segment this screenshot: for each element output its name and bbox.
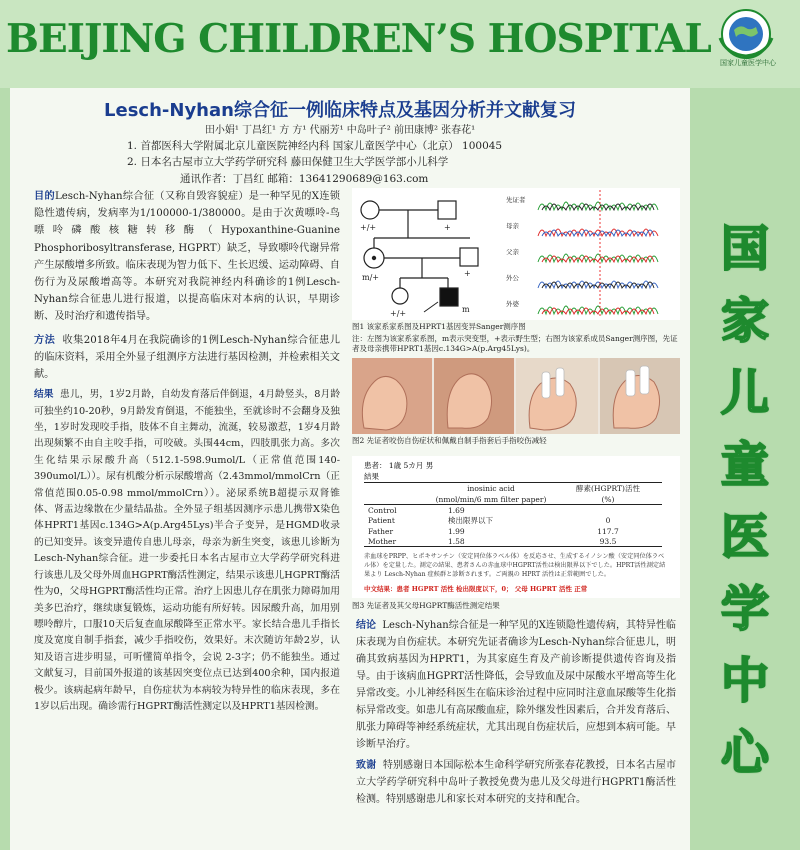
side-vertical-title — [690, 190, 800, 820]
table-row — [364, 515, 662, 526]
table-header-activity: 酵素(HGPRT)活性 — [576, 484, 640, 493]
table-header-activity-unit: (%) — [601, 494, 615, 504]
thanks-label: 致谢 — [356, 760, 377, 771]
results-label: 结果 — [34, 389, 54, 401]
table-row — [364, 526, 662, 536]
affiliation-2: 2. 日本名古屋市立大学药学研究科 藤田保健卫生大学医学部小儿科学 — [127, 156, 449, 168]
aim-paragraph — [34, 188, 340, 326]
aim-text: Lesch-Nyhan综合征（又称自毁容貌症）是一种罕见的X连锁隐性遗传病，发病率为1/100000-1/380000。是由于次黄嘌呤-鸟嘌呤磷酸核糖转移酶（Hypoxanthine-Guanine Phosphoribosyltransferase, HGPRT）缺乏，导致嘌呤代谢异常产生尿酸增多所致。临床表现为智力低下、生长迟缓、运动障碍、自伤行为及尿酸增高等。本研究对我院神经内科确诊的1例Lesch-Nyhan综合征患儿进行报道，以提高临床对本病的认识，早期诊断、及时治疗和遗传指导。 — [34, 191, 341, 323]
side-char: 学 — [720, 581, 769, 637]
sanger-label-mother: 母亲 — [506, 222, 519, 230]
figure-2-caption: 图2 先证者咬伤自伤症状和佩戴自制手指套后手指咬伤减轻 — [352, 436, 547, 445]
hand-photos — [352, 358, 680, 434]
pedigree-label-grandfather: + — [444, 223, 451, 232]
methods-label: 方法 — [34, 333, 56, 346]
pedigree-label-grandmother: +/+ — [360, 223, 377, 232]
side-char: 家 — [720, 293, 769, 349]
sanger-label-grandmother: 外婆 — [506, 300, 519, 308]
table-header-inosinic: inosinic acid — [467, 484, 515, 493]
row-name: Father — [368, 526, 394, 536]
thanks-paragraph — [356, 757, 676, 808]
authors: 田小娟¹ 丁昌红¹ 方 方¹ 代丽芳¹ 中岛叶子² 前田康博² 张春花¹ — [204, 125, 476, 136]
results-text: 患儿，男，1岁2月龄，自幼发育落后伴倒退，4月龄竖头，8月龄可独坐约10-20秒，9月龄发育倒退，不能独坐，至就诊时不会翻身及独坐，1岁时发现咬手指，肢体不自主舞动，流涎，较易激惹，1岁4月龄出现频繁不由自主咬手指，可咬破。头围44cm，四肢肌张力高。多次生化结果示尿酸升高（512.1-598.9umol/L（正常值范围140-390umol/L））。尿有机酸分析示尿酸增高（2.43mmol/mmolCrn（正常值范围0.05-0.98 mmol/mmolCrn））。泌尿系统B超提示双肾锥体、肾盂边缘散在少量结晶盐。全外显子组基因测序示患儿携带X染色体HPRT1基因c.134G>A(p.Arg45Lys)半合子变异，是HGMD收录的已知变异。该变异遗传自患儿母亲，母亲为新生突变，该患儿诊断为Lesch-Nyhan综合征。进一步委托日本名古屋市立大学药学研究科进行该患儿及父母外周血HGPRT酶活性测定，结果示该患儿HGPRT酶活性为0，父母HGPRT酶活性均正常。治疗上因患儿存在肌张力障碍加用美多巴治疗，继续康复锻炼，运动功能有所好转。因尿酸升高，加用别嘌呤醇片，口服10天后复查血尿酸降至正常水平。家长结合患儿手指长度及宽度自制手指套，减少手指咬伤，效果好。末次随访年龄2岁，认知及语言进步明显，可听懂简单指令，会说 2-3字；仍不能独坐。通过文献复习，目前国外报道的该基因突变位点已达到400余种，国内报道极少。该病起病年龄早，自伤症状为本病较为特异性的临床表现，多在1岁以后出现。确诊需行HGPRT酶活性测定以及HPRT1基因检测。 — [34, 389, 341, 712]
figure-3-note: 赤血球をPRPP、ヒポキサンチン（安定同位体ラベル体）を反応させ、生成するイノシン酸（安定同位体ラベル体）を定量した。測定の結果、患者さんの赤血球中HGPRT活性は検出限界以下でした。HPRT活性測定結果より Lesch-Nyhan 症候群と診断されます。ご両親の HPRT 活性は正常範囲でした。 — [364, 553, 666, 578]
row-activity: 0 — [605, 516, 611, 525]
figure-1-caption: 图1 该家系家系图及HPRT1基因变异Sanger测序图 — [352, 322, 526, 331]
side-char: 心 — [720, 725, 769, 781]
side-char: 童 — [720, 437, 769, 493]
sanger-label-grandfather: 外公 — [506, 274, 519, 282]
side-char: 儿 — [720, 365, 769, 421]
figure-3-patient-header: 患者： 1歳 5カ月 男 — [364, 461, 434, 470]
logo-text: 国家儿童医学中心 — [720, 59, 776, 67]
pedigree-label-mother: m/+ — [362, 273, 379, 282]
figure-2 — [352, 358, 680, 434]
left-column — [34, 188, 340, 715]
hospital-banner-title: BEIJING CHILDREN’S HOSPITAL — [6, 16, 711, 62]
right-column-text — [356, 617, 676, 808]
results-paragraph — [34, 387, 340, 715]
conclusion-text: Lesch-Nyhan综合征是一种罕见的X连锁隐性遗传病，其特异性临床表现为自伤症状。本研究先证者确诊为Lesch-Nyhan综合征患儿，明确其致病基因为HPRT1，为其家庭生育及产前诊断提供遗传咨询及指导。由于该病血HGPRT活性降低，会导致血及尿中尿酸水平增高等生化异常改变。小儿神经科医生在临床诊治过程中应同时注意血尿酸等生化指标异常改变。如患儿有高尿酸血症，除外继发性因素后，合并发育落后、肌张力障碍等神经系统症状，尤其出现自伤症状后，应想到本病可能。早诊断早治疗。 — [356, 620, 676, 750]
methods-paragraph — [34, 332, 340, 384]
row-activity: 117.7 — [597, 526, 619, 536]
conclusion-paragraph — [356, 617, 676, 753]
hgprt-activity-table — [364, 482, 662, 547]
pedigree-chart — [352, 188, 502, 320]
table-header-inosinic-unit: (nmol/min/6 mm filter paper) — [435, 494, 547, 504]
figure-3-caption: 图3 先证者及其父母HGPRT酶活性测定结果 — [352, 601, 500, 610]
row-name: Mother — [368, 536, 397, 546]
pedigree-label-father: + — [464, 269, 471, 278]
thanks-text: 特别感谢日本国际松本生命科学研究所张春花教授，日本名古屋市立大学药学研究科中岛叶子教授免费为患儿及父母进行HGPRT1酶活性检测。特别感谢患儿和家长对本研究的支持和配合。 — [356, 760, 677, 805]
sanger-label-father: 父亲 — [506, 248, 519, 256]
sanger-chromatograms — [504, 188, 680, 320]
side-char: 中 — [720, 653, 769, 709]
row-activity — [554, 505, 662, 516]
row-value: 1.58 — [448, 536, 465, 546]
figure-1 — [352, 188, 680, 320]
side-char: 国 — [720, 221, 769, 277]
banner — [0, 0, 800, 88]
figure-3-table-wrap — [364, 482, 662, 547]
pedigree-label-sibling: +/+ — [390, 309, 407, 318]
row-value: 1.99 — [448, 526, 465, 536]
row-value: 検出限界以下 — [448, 516, 493, 525]
conclusion-label: 结论 — [356, 620, 377, 631]
pedigree-label-proband: m — [462, 305, 470, 314]
figure-3-note-chinese: 中文结果：患者 HGPRT 活性 检出限度以下，0； 父母 HGPRT 活性 正常 — [364, 585, 588, 593]
figure-3 — [352, 456, 680, 598]
table-row — [364, 505, 662, 516]
methods-text: 收集2018年4月在我院确诊的1例Lesch-Nyhan综合征患儿的临床资料，采用全外显子组测序方法进行基因检测，并检索相关文献。 — [34, 334, 340, 381]
side-char: 医 — [720, 509, 769, 565]
poster-title: Lesch-Nyhan综合征一例临床特点及基因分析并文献复习 — [104, 100, 576, 121]
correspondence: 通讯作者：丁昌红 邮箱：13641290689@163.com — [180, 173, 429, 185]
sanger-label-proband: 先证者 — [506, 196, 526, 204]
aim-label: 目的 — [34, 190, 55, 202]
row-activity: 93.5 — [599, 536, 617, 546]
row-name: Patient — [368, 516, 395, 525]
row-value: 1.69 — [448, 505, 465, 515]
row-name: Control — [368, 505, 397, 515]
figure-3-result-title: 結果 — [364, 472, 379, 481]
table-row — [364, 536, 662, 547]
affiliation-1: 1. 首都医科大学附属北京儿童医院神经内科 国家儿童医学中心（北京） 100045 — [127, 140, 503, 152]
figure-1-note: 注：左图为该家系家系图，m表示突变型，+表示野生型；右图为该家系成员Sanger测序图，先证者及母亲携带HPRT1基因c.134G>A(p.Arg45Lys)。 — [352, 334, 678, 353]
